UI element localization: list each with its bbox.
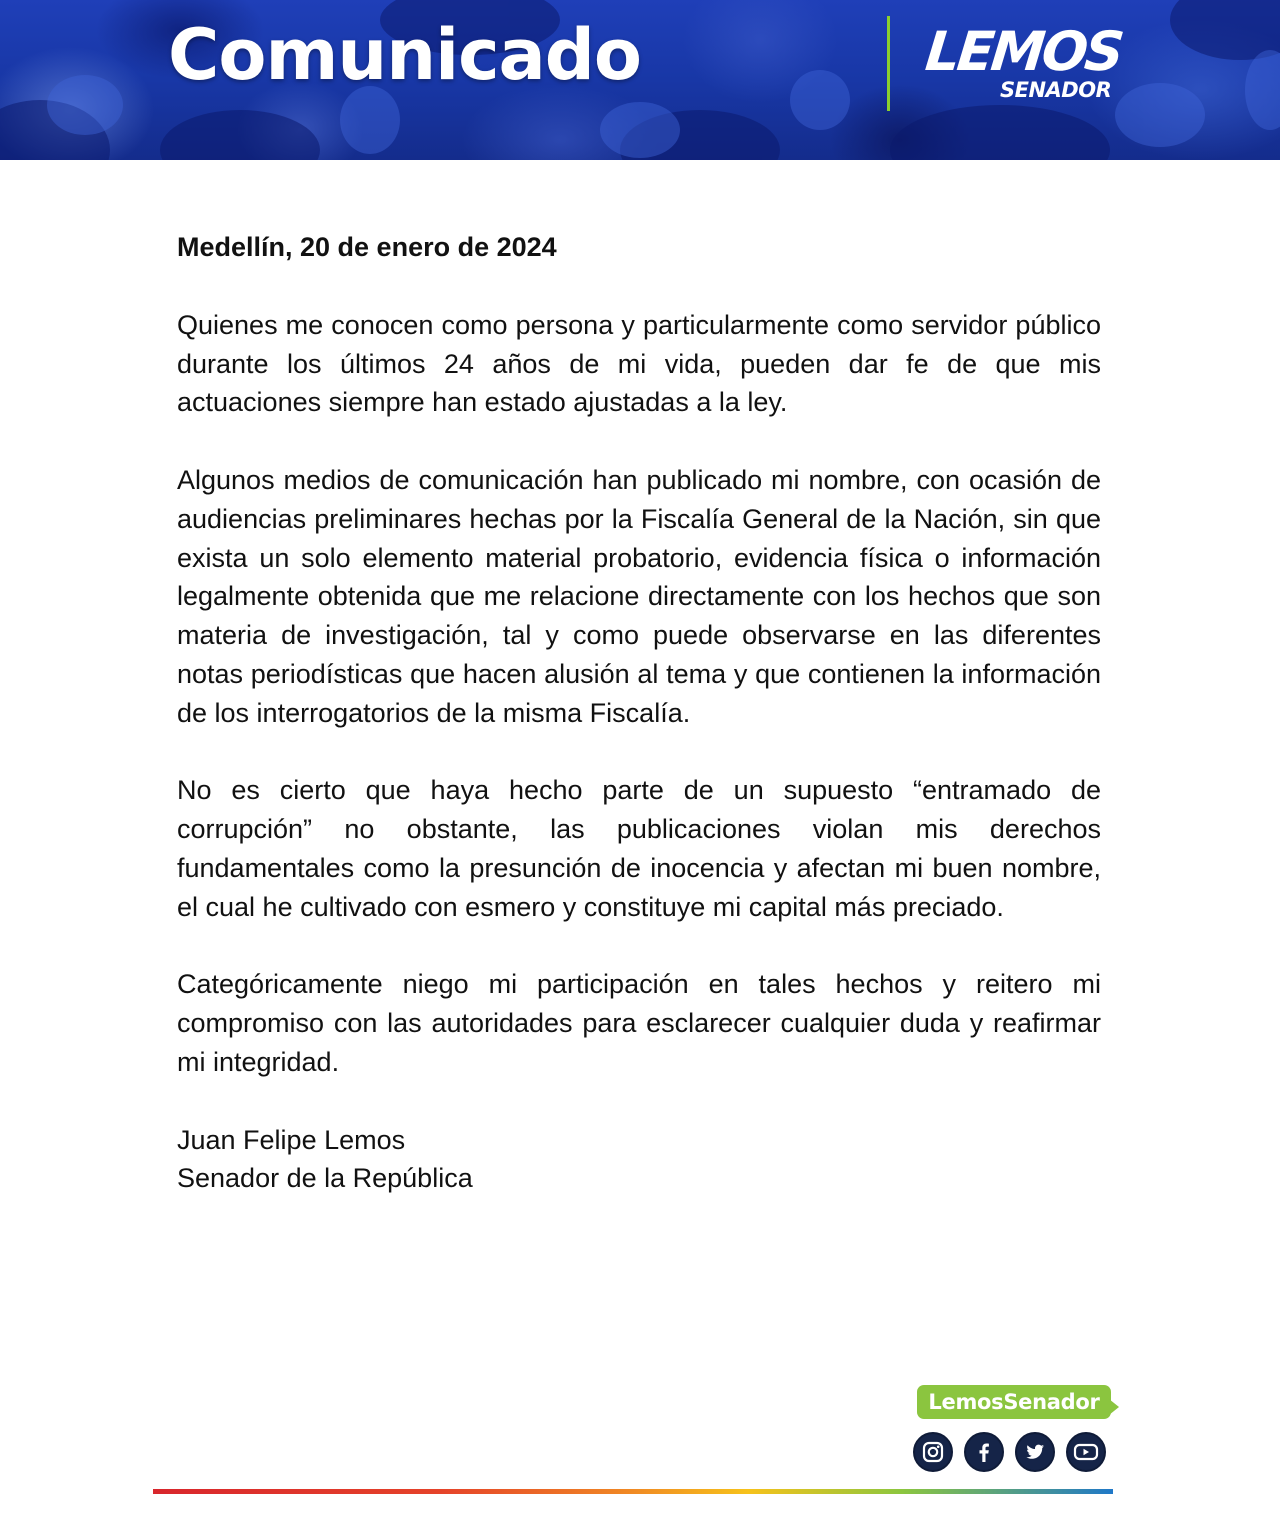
banner-divider — [887, 16, 890, 111]
brand-logo-subtitle: SENADOR — [1000, 78, 1112, 102]
paragraph-1: Quienes me conocen como persona y particularmente como servidor público durante los últimos 24 años de mi vida, pueden dar fe de que mis actuaciones siempre han estado ajustadas a la ley. — [177, 309, 1101, 418]
brand-logo-name: LEMOS — [922, 20, 1125, 83]
instagram-icon[interactable] — [913, 1432, 953, 1472]
paragraph-4: Categóricamente niego mi participación en tales hechos y reitero mi compromiso con las autoridades para esclarecer cualquier duda y reafirmar mi integridad. — [177, 969, 1101, 1077]
facebook-icon[interactable] — [964, 1432, 1004, 1472]
paragraph-3: No es cierto que haya hecho parte de un supuesto “entramado de corrupción” no obstante, las publicaciones violan mis derechos fundamentales como la presunción de inocencia y afectan mi buen nombre, el cual he cultivado con esmero y constituye mi capital más preciado. — [177, 775, 1101, 922]
youtube-icon[interactable] — [1066, 1432, 1106, 1472]
dateline: Medellín, 20 de enero de 2024 — [177, 232, 557, 262]
banner-title: Comunicado — [168, 14, 641, 96]
paragraph-2: Algunos medios de comunicación han publicado mi nombre, con ocasión de audiencias preliminares hechas por la Fiscalía General de la Nación, sin que exista un solo elemento material probatorio, evidencia física o información legalmente obtenida que me relacione directamente con los hechos que son materia de investigación, tal y como puede observarse en las diferentes notas periodísticas que hacen alusión al tema y que contienen la información de los interrogatorios de la misma Fiscalía. — [177, 464, 1101, 728]
signature-name: Juan Felipe Lemos — [177, 1124, 406, 1155]
social-handle-badge: LemosSenador — [917, 1385, 1111, 1419]
statement-body — [177, 228, 1101, 1198]
signature-title: Senador de la República — [177, 1163, 473, 1194]
twitter-icon[interactable] — [1015, 1432, 1055, 1472]
rainbow-divider-line — [153, 1489, 1113, 1494]
signature-block — [177, 1121, 1101, 1199]
social-icons-row — [913, 1432, 1113, 1476]
header-banner — [0, 0, 1280, 160]
